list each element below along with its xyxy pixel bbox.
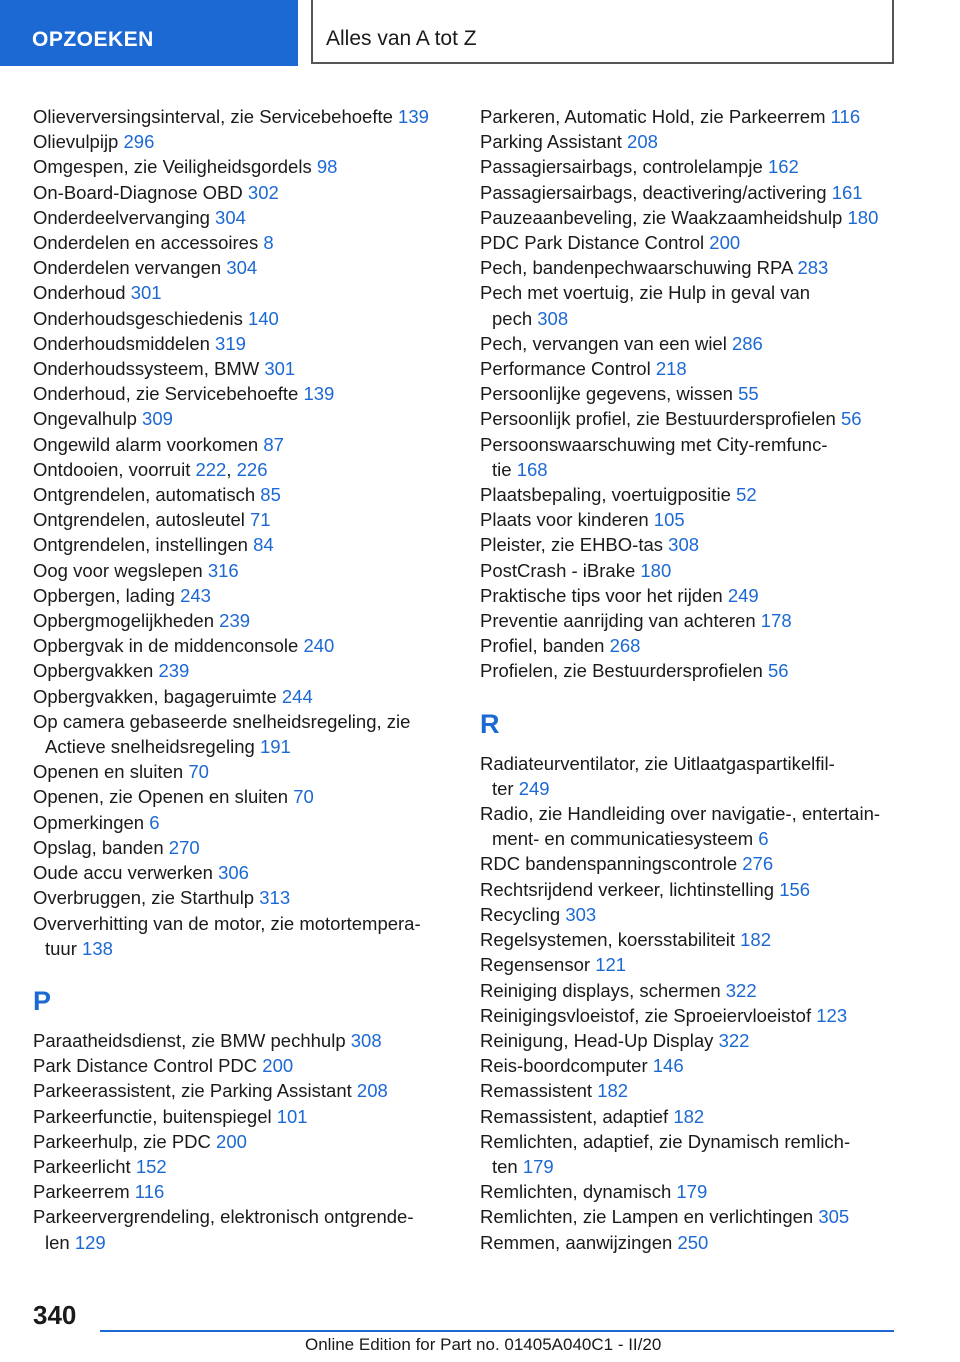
page-link[interactable]: 283 bbox=[797, 257, 829, 279]
page-link[interactable]: 162 bbox=[767, 156, 799, 178]
index-entry bbox=[33, 1028, 473, 1053]
index-entry bbox=[480, 1104, 900, 1129]
page-link[interactable]: 52 bbox=[736, 484, 757, 506]
index-entry-continuation bbox=[480, 306, 900, 331]
index-entry-term: Reinigingsvloeistof, zie Sproeiervloeistof bbox=[480, 1004, 817, 1026]
index-entry-term: Remlichten, dynamisch bbox=[480, 1181, 677, 1203]
page-link[interactable]: 87 bbox=[263, 433, 284, 455]
page-link[interactable]: 226 bbox=[236, 458, 268, 480]
index-entry bbox=[480, 255, 900, 280]
index-entry-term: Plaats voor kinderen bbox=[480, 509, 654, 531]
index-entry-term: Reis-boordcomputer bbox=[480, 1055, 653, 1077]
page-link[interactable]: 286 bbox=[731, 332, 763, 354]
index-entry bbox=[480, 558, 900, 583]
index-entry-term: Parkeerhulp, zie PDC bbox=[33, 1130, 217, 1152]
index-entry-term: Openen en sluiten bbox=[33, 761, 189, 783]
index-entry bbox=[480, 482, 900, 507]
index-entry bbox=[480, 1078, 900, 1103]
index-entry bbox=[33, 709, 473, 759]
index-entry-term: Praktische tips voor het rijden bbox=[480, 584, 728, 606]
page-link[interactable]: 304 bbox=[226, 257, 258, 279]
page-link[interactable]: 322 bbox=[718, 1029, 750, 1051]
index-entry-term: RDC bandenspanningscontrole bbox=[480, 853, 743, 875]
page-link[interactable]: 85 bbox=[260, 484, 281, 506]
page-link[interactable]: 239 bbox=[158, 660, 190, 682]
page-link[interactable]: 179 bbox=[676, 1181, 708, 1203]
page-number: 340 bbox=[33, 1300, 77, 1330]
index-entry-term: Paraatheidsdienst, zie BMW pechhulp bbox=[33, 1029, 351, 1051]
index-entry-continuation bbox=[480, 776, 900, 801]
page-link[interactable]: 305 bbox=[818, 1206, 850, 1228]
index-entry bbox=[33, 583, 473, 608]
index-entry-term: Ontdooien, voorruit bbox=[33, 458, 196, 480]
index-entry bbox=[33, 784, 473, 809]
index-entry-term: Ontgrendelen, automatisch bbox=[33, 484, 261, 506]
index-entry bbox=[33, 432, 473, 457]
index-entry bbox=[480, 801, 900, 851]
index-entry bbox=[33, 230, 473, 255]
index-entry-term: Opmerkingen bbox=[33, 811, 150, 833]
index-entry bbox=[480, 1179, 900, 1204]
page-link[interactable]: 70 bbox=[293, 786, 314, 808]
page-link[interactable]: 304 bbox=[215, 206, 246, 228]
page-link[interactable]: 303 bbox=[565, 903, 597, 925]
index-entry-term: Remlichten, zie Lampen en verlichtingen bbox=[480, 1206, 819, 1228]
page-link[interactable]: 296 bbox=[123, 131, 155, 153]
page-link[interactable]: 308 bbox=[668, 534, 700, 556]
index-entry bbox=[480, 851, 900, 876]
index-entry-term: Pleister, zie EHBO-tas bbox=[480, 534, 669, 556]
index-entry bbox=[33, 1129, 473, 1154]
index-entry bbox=[33, 205, 473, 230]
index-entry-term: Parkeren, Automatic Hold, zie Parkeerrem bbox=[480, 106, 831, 127]
page-link[interactable]: 239 bbox=[219, 610, 251, 632]
index-entry bbox=[480, 902, 900, 927]
index-letter-heading: R bbox=[480, 708, 500, 739]
index-entry bbox=[33, 1154, 473, 1179]
index-entry-term: Persoonswaarschuwing met City-remfunc- bbox=[480, 433, 828, 455]
index-entry bbox=[480, 927, 900, 952]
index-entry-term: Onderhoudsgeschiedenis bbox=[33, 307, 248, 329]
index-entry bbox=[33, 507, 473, 532]
page-link[interactable]: 313 bbox=[259, 887, 291, 909]
page-link[interactable]: 302 bbox=[247, 181, 279, 203]
index-entry bbox=[480, 230, 900, 255]
index-entry bbox=[480, 658, 900, 683]
index-entry bbox=[480, 952, 900, 977]
index-entry-term: Pauzeaanbeveling, zie Waakzaamheidshulp bbox=[480, 206, 848, 228]
index-entry-term: Opbergvakken bbox=[33, 660, 159, 682]
index-entry-term: Onderhoudsmiddelen bbox=[33, 332, 216, 354]
index-entry bbox=[33, 835, 473, 860]
index-column-left bbox=[33, 104, 473, 1255]
index-entry bbox=[480, 104, 900, 129]
index-entry bbox=[480, 432, 900, 482]
page-link[interactable]: 6 bbox=[758, 828, 769, 850]
index-entry bbox=[480, 406, 900, 431]
index-entry-term: Recycling bbox=[480, 903, 566, 925]
page-link[interactable]: 309 bbox=[142, 408, 173, 430]
page-link[interactable]: 180 bbox=[847, 206, 879, 228]
index-entry-term: Onderdeelvervanging bbox=[33, 206, 216, 228]
index-entry bbox=[480, 180, 900, 205]
index-entry bbox=[480, 633, 900, 658]
page-link[interactable]: 138 bbox=[82, 937, 113, 959]
page-link[interactable]: 182 bbox=[740, 929, 772, 951]
index-entry-term: Reinigung, Head-Up Display bbox=[480, 1029, 719, 1051]
index-entry bbox=[33, 331, 473, 356]
page-link[interactable]: 6 bbox=[149, 811, 160, 833]
index-entry-term: Regensensor bbox=[480, 954, 596, 976]
index-entry-term: Olievulpijp bbox=[33, 131, 124, 153]
page-link[interactable]: 8 bbox=[263, 232, 274, 254]
index-entry-term-end: pech bbox=[492, 307, 538, 329]
index-entry bbox=[33, 129, 473, 154]
index-entry bbox=[480, 381, 900, 406]
index-entry bbox=[33, 1204, 473, 1254]
header bbox=[0, 0, 960, 66]
index-entry bbox=[480, 1053, 900, 1078]
page-link[interactable]: 306 bbox=[218, 862, 249, 884]
index-entry-term: Pech, vervangen van een wiel bbox=[480, 332, 732, 354]
page-separator: , bbox=[226, 458, 237, 480]
index-entry bbox=[33, 1179, 473, 1204]
index-entry-continuation bbox=[33, 734, 473, 759]
page-link[interactable]: 182 bbox=[597, 1080, 629, 1102]
page-link[interactable]: 98 bbox=[316, 156, 338, 178]
page-link[interactable]: 70 bbox=[188, 761, 209, 783]
index-entry-term: Openen, zie Openen en sluiten bbox=[33, 786, 294, 808]
index-entry-term: Opbergvak in de middenconsole bbox=[33, 635, 304, 657]
index-entry bbox=[33, 684, 473, 709]
page-link[interactable]: 121 bbox=[595, 954, 627, 976]
index-entry-term: Oude accu verwerken bbox=[33, 862, 219, 884]
index-entry bbox=[480, 507, 900, 532]
index-entry bbox=[480, 205, 900, 230]
index-entry-term: Onderhoud, zie Servicebehoefte bbox=[33, 383, 304, 405]
index-entry-term: Regelsystemen, koersstabiliteit bbox=[480, 929, 741, 951]
page-link[interactable]: 156 bbox=[779, 878, 811, 900]
index-entry-term: Preventie aanrijding van achteren bbox=[480, 610, 761, 632]
index-entry-term: Onderdelen en accessoires bbox=[33, 232, 264, 254]
index-entry-term: Radio, zie Handleiding over navigatie-, entertain- bbox=[480, 803, 881, 825]
index-entry-term: Ongewild alarm voorkomen bbox=[33, 433, 264, 455]
index-entry-term: Opbergvakken, bagageruimte bbox=[33, 685, 282, 707]
page-link[interactable]: 200 bbox=[709, 232, 741, 254]
page-link[interactable]: 268 bbox=[609, 635, 641, 657]
index-entry-term-end: ten bbox=[492, 1155, 523, 1177]
index-entry-term-end: ment- en communicatiesysteem bbox=[492, 828, 759, 850]
index-entry-term: Op camera gebaseerde snelheidsregeling, zie bbox=[33, 710, 411, 732]
index-entry bbox=[480, 1204, 900, 1229]
page-link[interactable]: 218 bbox=[655, 358, 687, 380]
index-entry-term-end: len bbox=[45, 1231, 75, 1253]
page-link[interactable]: 182 bbox=[673, 1105, 705, 1127]
index-column-right bbox=[480, 104, 900, 1255]
index-entry-term: Parkeerrem bbox=[33, 1181, 135, 1203]
page-link[interactable]: 101 bbox=[276, 1105, 308, 1127]
index-entry-term: Remassistent, adaptief bbox=[480, 1105, 674, 1127]
page-link[interactable]: 208 bbox=[627, 131, 658, 153]
page-link[interactable]: 308 bbox=[537, 307, 569, 329]
index-entry bbox=[33, 482, 473, 507]
index-entry-term: Olieverversingsinterval, zie Servicebehoefte bbox=[33, 106, 399, 127]
page-link[interactable]: 71 bbox=[250, 509, 271, 531]
index-entry-term: Remmen, aanwijzingen bbox=[480, 1231, 678, 1253]
index-entry-term: Remlichten, adaptief, zie Dynamisch remlich- bbox=[480, 1130, 851, 1152]
index-entry-term: Radiateurventilator, zie Uitlaatgaspartikelfil- bbox=[480, 752, 835, 774]
index-entry-term: Onderhoudssysteem, BMW bbox=[33, 358, 265, 380]
index-entry-term: Plaatsbepaling, voertuigpositie bbox=[480, 484, 737, 506]
index-entry bbox=[480, 356, 900, 381]
index-entry-term: Parkeerfunctie, buitenspiegel bbox=[33, 1105, 277, 1127]
page-link[interactable]: 152 bbox=[135, 1155, 167, 1177]
index-entry bbox=[33, 154, 473, 179]
index-entry bbox=[480, 1028, 900, 1053]
index-entry-term: Omgespen, zie Veiligheidsgordels bbox=[33, 156, 317, 178]
index-entry-term-end: ter bbox=[492, 777, 519, 799]
index-entry bbox=[480, 608, 900, 633]
index-entry-term: Parking Assistant bbox=[480, 131, 628, 153]
page-link[interactable]: 84 bbox=[253, 534, 274, 556]
index-entry-term: Oververhitting van de motor, zie motortempera- bbox=[33, 912, 421, 934]
index-entry bbox=[33, 810, 473, 835]
index-entry-continuation bbox=[480, 1154, 900, 1179]
index-entry-term: Persoonlijke gegevens, wissen bbox=[480, 383, 739, 405]
page-link[interactable]: 161 bbox=[831, 181, 863, 203]
page-link[interactable]: 105 bbox=[653, 509, 685, 531]
page-link[interactable]: 180 bbox=[640, 559, 672, 581]
page-link[interactable]: 139 bbox=[303, 383, 335, 405]
page-link[interactable]: 276 bbox=[742, 853, 774, 875]
index-entry bbox=[480, 129, 900, 154]
index-entry-continuation bbox=[480, 457, 900, 482]
page-link[interactable]: 301 bbox=[130, 282, 162, 304]
edition-text: Online Edition for Part no. 01405A040C1 - II/20 bbox=[305, 1335, 662, 1354]
index-entry bbox=[33, 1078, 473, 1103]
index-entry-term: Profiel, banden bbox=[480, 635, 610, 657]
index-entry bbox=[33, 885, 473, 910]
index-entry-term: Parkeerlicht bbox=[33, 1155, 136, 1177]
page-link[interactable]: 243 bbox=[180, 584, 211, 606]
index-entry bbox=[33, 306, 473, 331]
index-entry-term: Remassistent bbox=[480, 1080, 598, 1102]
index-entry bbox=[480, 280, 900, 330]
index-entry-term: Ongevalhulp bbox=[33, 408, 143, 430]
index-entry bbox=[33, 356, 473, 381]
page-link[interactable]: 200 bbox=[216, 1130, 247, 1152]
page-link[interactable]: 322 bbox=[725, 979, 757, 1001]
index-entry-term: Park Distance Control PDC bbox=[33, 1055, 263, 1077]
page-link[interactable]: 316 bbox=[207, 559, 239, 581]
index-entry-term: Persoonlijk profiel, zie Bestuurdersprofielen bbox=[480, 408, 841, 430]
page-link[interactable]: 244 bbox=[281, 685, 313, 707]
page-link[interactable]: 319 bbox=[215, 332, 246, 354]
page-link[interactable]: 301 bbox=[264, 358, 296, 380]
index-entry-term: Overbruggen, zie Starthulp bbox=[33, 887, 260, 909]
index-entry-term: Parkeerassistent, zie Parking Assistant bbox=[33, 1080, 357, 1102]
index-entry-term: Opslag, banden bbox=[33, 836, 169, 858]
index-entry bbox=[480, 583, 900, 608]
index-entry-term: Performance Control bbox=[480, 358, 656, 380]
index-entry bbox=[480, 331, 900, 356]
index-entry bbox=[480, 877, 900, 902]
page-link[interactable]: 140 bbox=[247, 307, 279, 329]
index-entry bbox=[33, 608, 473, 633]
index-entry bbox=[480, 978, 900, 1003]
page-link[interactable]: 249 bbox=[518, 777, 550, 799]
index-entry bbox=[33, 406, 473, 431]
index-entry-term: Passagiersairbags, controlelampje bbox=[480, 156, 768, 178]
index-entry bbox=[33, 381, 473, 406]
index-entry bbox=[33, 255, 473, 280]
page-link[interactable]: 308 bbox=[350, 1029, 382, 1051]
index-entry-term: Oog voor wegslepen bbox=[33, 559, 208, 581]
index-entry-continuation bbox=[33, 936, 473, 961]
index-entry-term: PostCrash - iBrake bbox=[480, 559, 641, 581]
index-entry-term-end: tuur bbox=[45, 937, 83, 959]
page-link[interactable]: 222 bbox=[195, 458, 227, 480]
index-entry bbox=[33, 532, 473, 557]
page-link[interactable]: 139 bbox=[398, 106, 429, 127]
index-entry-term: Opbergmogelijkheden bbox=[33, 610, 220, 632]
index-entry-term: Ontgrendelen, instellingen bbox=[33, 534, 254, 556]
page-link[interactable]: 208 bbox=[356, 1080, 388, 1102]
index-entry-term: Rechtsrijdend verkeer, lichtinstelling bbox=[480, 878, 780, 900]
footer-divider bbox=[100, 1330, 894, 1332]
index-entry bbox=[33, 104, 473, 129]
index-entry bbox=[33, 457, 473, 482]
index-entry-term-end: Actieve snelheidsregeling bbox=[45, 736, 260, 758]
index-entry-term: Opbergen, lading bbox=[33, 584, 181, 606]
index-entry-term: PDC Park Distance Control bbox=[480, 232, 710, 254]
index-letter-heading: P bbox=[33, 985, 52, 1016]
index-entry bbox=[480, 751, 900, 801]
index-entry bbox=[33, 180, 473, 205]
page-link[interactable]: 56 bbox=[840, 408, 862, 430]
index-entry-term: Passagiersairbags, deactivering/activering bbox=[480, 181, 832, 203]
index-entry bbox=[480, 1129, 900, 1179]
page-link[interactable]: 116 bbox=[830, 106, 861, 127]
section-tab-opzoeken[interactable]: OPZOEKEN bbox=[0, 0, 298, 66]
index-entry bbox=[480, 1230, 900, 1255]
page-link[interactable]: 146 bbox=[652, 1055, 684, 1077]
watermark-text bbox=[690, 1336, 859, 1355]
page-link[interactable]: 240 bbox=[303, 635, 335, 657]
index-entry-term-end: tie bbox=[492, 458, 517, 480]
index-entry bbox=[33, 633, 473, 658]
index-entry bbox=[480, 154, 900, 179]
index-entry-term: Profielen, zie Bestuurdersprofielen bbox=[480, 660, 768, 682]
index-entry bbox=[33, 280, 473, 305]
index-entry bbox=[33, 860, 473, 885]
index-entry bbox=[33, 558, 473, 583]
page-link[interactable]: 249 bbox=[727, 584, 759, 606]
index-entry-term: Ontgrendelen, autosleutel bbox=[33, 509, 251, 531]
page-link[interactable]: 168 bbox=[516, 458, 548, 480]
page-link[interactable]: 123 bbox=[816, 1004, 848, 1026]
index-entry-continuation bbox=[33, 1230, 473, 1255]
index-entry bbox=[33, 658, 473, 683]
index-entry-term: On-Board-Diagnose OBD bbox=[33, 181, 248, 203]
page-link[interactable]: 56 bbox=[767, 660, 789, 682]
section-title: Alles van A tot Z bbox=[311, 0, 894, 64]
index-entry-term: Onderhoud bbox=[33, 282, 131, 304]
page-link[interactable]: 116 bbox=[134, 1181, 165, 1203]
page-link[interactable]: 250 bbox=[677, 1231, 709, 1253]
index-entry-term: Pech met voertuig, zie Hulp in geval van bbox=[480, 282, 811, 304]
page-link[interactable]: 55 bbox=[738, 383, 759, 405]
index-entry bbox=[480, 532, 900, 557]
index-entry bbox=[480, 1003, 900, 1028]
page-link[interactable]: 270 bbox=[168, 836, 200, 858]
index-entry bbox=[33, 1053, 473, 1078]
index-entry-continuation bbox=[480, 826, 900, 851]
page-link[interactable]: 200 bbox=[262, 1055, 294, 1077]
page-link[interactable]: 179 bbox=[522, 1155, 554, 1177]
index-entry bbox=[33, 911, 473, 961]
index-entry-term: Onderdelen vervangen bbox=[33, 257, 227, 279]
index-entry-term: Parkeervergrendeling, elektronisch ontgrende- bbox=[33, 1206, 414, 1228]
index-entry-term: Reiniging displays, schermen bbox=[480, 979, 726, 1001]
page-link[interactable]: 178 bbox=[760, 610, 792, 632]
index-entry bbox=[33, 759, 473, 784]
page-link[interactable]: 129 bbox=[74, 1231, 106, 1253]
index-entry-term: Pech, bandenpechwaarschuwing RPA bbox=[480, 257, 798, 279]
page-link[interactable]: 191 bbox=[259, 736, 291, 758]
index-entry bbox=[33, 1104, 473, 1129]
footer-edition bbox=[305, 1335, 661, 1355]
